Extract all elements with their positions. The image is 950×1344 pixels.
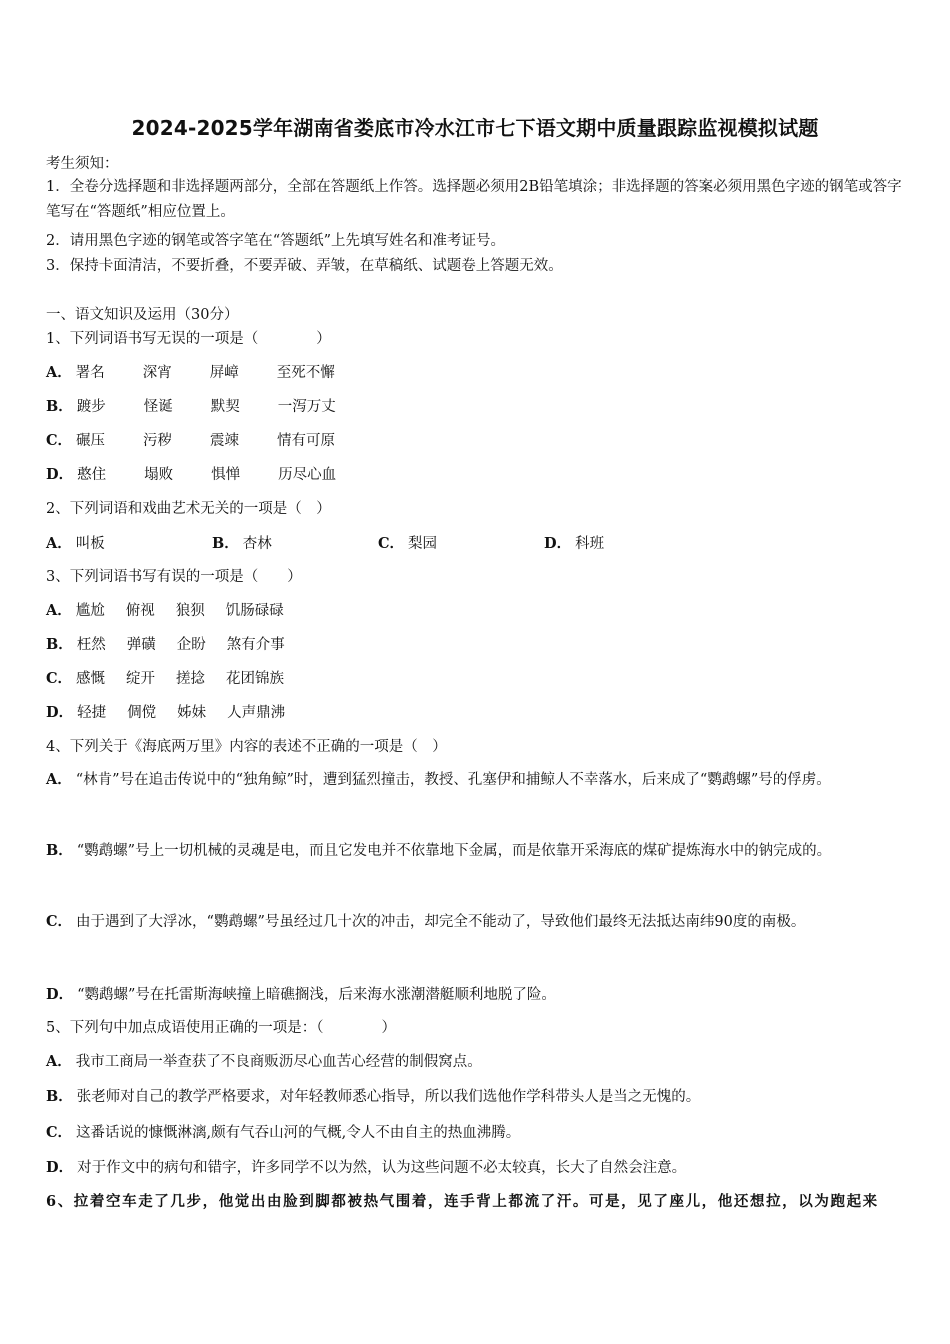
word: 煞有介事: [226, 637, 285, 653]
word: 狼狈: [175, 603, 205, 619]
word: 震竦: [210, 433, 240, 449]
question-6-stem: 6、拉着空车走了几步，他觉出由脸到脚都被热气围着，连手背上都流了汗。可是，见了座儿，他还想拉，以为跑起来: [46, 1193, 879, 1210]
question-5-option-d[interactable]: [46, 1156, 686, 1177]
word: 惧惮: [211, 467, 241, 483]
question-2-option-a[interactable]: [46, 532, 212, 553]
option-label: A．: [46, 364, 72, 381]
question-4-option-a[interactable]: [46, 762, 904, 798]
option-label: D．: [46, 466, 74, 483]
word: 俯视: [125, 603, 155, 619]
word: 怪诞: [143, 399, 173, 415]
option-text: “鹦鹉螺”号在托雷斯海峡撞上暗礁搁浅，后来海水涨潮潜艇顺利地脱了险。: [77, 987, 556, 1003]
notice-item-3: 3．保持卡面清洁，不要折叠，不要弄破、弄皱，在草稿纸、试题卷上答题无效。: [46, 258, 563, 274]
option-label: D．: [544, 535, 572, 552]
option-label: B．: [46, 1088, 73, 1105]
word: 绽开: [126, 671, 156, 687]
word: 一泻万丈: [277, 399, 336, 415]
question-3-option-c[interactable]: [46, 667, 284, 688]
word: 默契: [210, 399, 240, 415]
option-label: A．: [46, 771, 72, 788]
option-label: D．: [46, 1159, 74, 1176]
option-label: A．: [46, 1053, 72, 1070]
option-text: 张老师对自己的教学严格要求，对年轻教师悉心指导，所以我们选他作学科带头人是当之无愧的。: [76, 1089, 701, 1105]
question-1-option-d[interactable]: [46, 463, 336, 484]
notice-item-1: 1．全卷分选择题和非选择题两部分，全部在答题纸上作答。选择题必须用2B铅笔填涂；非选择题的答案必须用黑色字迹的钢笔或答字笔写在“答题纸”相应位置上。: [46, 179, 902, 220]
word: 尴尬: [75, 603, 105, 619]
word: 历尽心血: [278, 467, 337, 483]
option-text: 杏林: [242, 536, 272, 552]
word: 踱步: [76, 399, 106, 415]
option-label: B．: [212, 535, 239, 552]
question-3-stem: 3、下列词语书写有误的一项是（ ）: [46, 569, 302, 585]
question-5-stem: 5、下列句中加点成语使用正确的一项是：（ ）: [46, 1020, 396, 1036]
question-2-options: [46, 532, 604, 553]
question-1-option-c[interactable]: [46, 429, 335, 450]
option-text: 我市工商局一举查获了不良商贩沥尽心血苦心经营的制假窝点。: [75, 1054, 482, 1070]
option-label: B．: [46, 842, 73, 859]
notice-item-2: 2．请用黑色字迹的钢笔或答字笔在“答题纸”上先填写姓名和准考证号。: [46, 233, 506, 249]
question-4-option-c[interactable]: [46, 904, 904, 940]
word: 署名: [75, 365, 105, 381]
word: 倜傥: [127, 705, 157, 721]
word: 轻捷: [77, 705, 107, 721]
question-4-option-d[interactable]: [46, 983, 556, 1004]
option-label: C．: [46, 670, 73, 687]
option-text: 叫板: [75, 536, 105, 552]
question-3-option-d[interactable]: [46, 701, 285, 722]
word: 饥肠碌碌: [225, 603, 284, 619]
page-title: 2024-2025学年湖南省娄底市冷水江市七下语文期中质量跟踪监视模拟试题: [131, 116, 819, 140]
option-text: 对于作文中的病句和错字，许多同学不以为然，认为这些问题不必太较真，长大了自然会注意。: [77, 1160, 687, 1176]
word: 塌败: [144, 467, 174, 483]
question-2-option-c[interactable]: [378, 532, 544, 553]
word: 碾压: [76, 433, 106, 449]
question-2-option-b[interactable]: [212, 532, 378, 553]
word: 感慨: [76, 671, 106, 687]
option-label: D．: [46, 704, 74, 721]
option-label: A．: [46, 602, 72, 619]
word: 至死不懈: [276, 365, 335, 381]
option-label: B．: [46, 636, 73, 653]
word: 污秽: [143, 433, 173, 449]
word: 人声鼎沸: [227, 705, 286, 721]
option-text: 梨园: [408, 536, 438, 552]
option-text: 科班: [575, 536, 605, 552]
word: 屏嶂: [209, 365, 239, 381]
question-1-option-a[interactable]: [46, 361, 335, 382]
question-3-option-a[interactable]: [46, 599, 284, 620]
option-label: C．: [46, 432, 73, 449]
question-2-option-d[interactable]: [544, 532, 604, 553]
word: 深宵: [142, 365, 172, 381]
question-1-option-b[interactable]: [46, 395, 336, 416]
word: 情有可原: [277, 433, 336, 449]
word: 弹磺: [126, 637, 156, 653]
option-label: C．: [46, 913, 73, 930]
word: 花团锦族: [226, 671, 285, 687]
question-5-option-a[interactable]: [46, 1050, 482, 1071]
question-2-stem: 2、下列词语和戏曲艺术无关的一项是（ ）: [46, 501, 331, 517]
option-label: C．: [46, 1124, 73, 1141]
option-label: C．: [378, 535, 405, 552]
question-4-stem: 4、下列关于《海底两万里》内容的表述不正确的一项是（ ）: [46, 739, 447, 755]
option-text: 这番话说的慷慨淋漓,颇有气吞山河的气概,令人不由自主的热血沸腾。: [76, 1125, 521, 1141]
option-label: D．: [46, 986, 74, 1003]
word: 企盼: [176, 637, 206, 653]
option-text: “林肯”号在追击传说中的“独角鲸”时，遭到猛烈撞击，教授、孔塞伊和捕鲸人不幸落水，后来成了“鹦鹉螺”号的俘虏。: [75, 772, 831, 788]
option-text: “鹦鹉螺”号上一切机械的灵魂是电，而且它发电并不依靠地下金属，而是依靠开采海底的煤矿提炼海水中的钠完成的。: [76, 843, 832, 859]
notice-heading: 考生须知：: [46, 156, 119, 172]
word: 搓捻: [176, 671, 206, 687]
option-label: B．: [46, 398, 73, 415]
question-4-option-b[interactable]: [46, 833, 904, 869]
question-5-option-c[interactable]: [46, 1121, 520, 1142]
question-5-option-b[interactable]: [46, 1085, 700, 1106]
section-heading: 一、语文知识及运用（30分）: [46, 307, 239, 323]
option-text: 由于遇到了大浮冰，“鹦鹉螺”号虽经过几十次的冲击，却完全不能动了，导致他们最终无法抵达南纬90度的南极。: [76, 914, 806, 930]
option-label: A．: [46, 535, 72, 552]
question-3-option-b[interactable]: [46, 633, 285, 654]
question-1-stem: 1、下列词语书写无误的一项是（ ）: [46, 331, 331, 347]
word: 姊妹: [177, 705, 207, 721]
word: 枉然: [76, 637, 106, 653]
word: 憨住: [77, 467, 107, 483]
